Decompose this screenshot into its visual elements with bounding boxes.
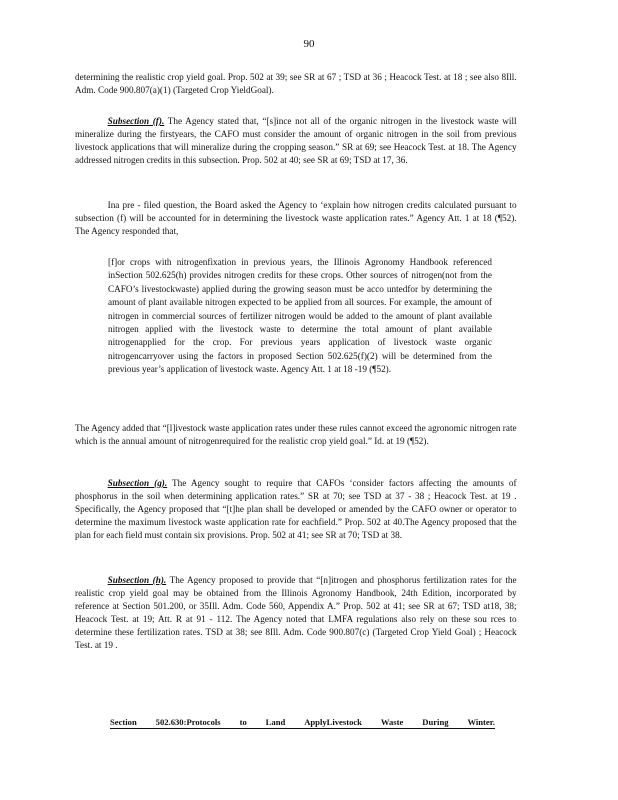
paragraph-text: determining the realistic crop yield goal. Prop. 502 at 39; see SR at 67 ; TSD at 36 ; Heacock Test. at 18 ; see also 8Ill. Adm. Code 900.807(a)(1) (Targeted Crop YieldGoal). (75, 72, 517, 96)
heading-word: ApplyLivestock (304, 717, 362, 727)
heading-word: Land (265, 717, 286, 727)
heading-word: Section (110, 717, 137, 727)
paragraph-subsection-f (75, 116, 517, 168)
subsection-g-label: Subsection (g). (107, 478, 168, 489)
paragraph-subsection-h (75, 575, 517, 652)
paragraph-text: Ina pre - filed question, the Board asked the Agency to ‘explain how nitrogen credits calculated pursuant to subsection (f) will be accounted for in determining the livestock waste application rates.” Agency Att. 1 at 18 (¶52). The Agency responded that, (75, 200, 517, 237)
paragraph-text: The Agency stated that, “[s]ince not all of the organic nitrogen in the livestock waste will mineralize during the firstyears, the CAFO must consider the amount of organic nitrogen in the soil from previous livestock applications that will mineralize during the cropping season.” SR at 69; see Heacock Test. at 18. The Agency addressed nitrogen credits in this subsection. Prop. 502 at 40; see SR at 69; TSD at 17, 36. (75, 116, 517, 166)
heading-word: Winter. (467, 717, 495, 727)
heading-word: During (422, 717, 449, 727)
paragraph-text: The Agency sought to require that CAFOs ‘consider factors affecting the amounts of phosphorus in the soil when determining application rates.” SR at 70; see TSD at 37 - 38 ; Heacock Test. at 19 . Specifically, the Agency proposed that “[t]he plan shall be developed or amended by the CAFO owner or operator to determine the maximum livestock waste application rate for eachfield.” Prop. 502 at 40.The Agency proposed that the plan for each field must contain six provisions. Prop. 502 at 41; see SR at 70; TSD at 38. (75, 478, 517, 541)
subsection-f-label: Subsection (f). (107, 116, 165, 127)
quote-text: [f]or crops with nitrogenfixation in previous years, the Illinois Agronomy Handbook referenced inSection 502.625(h) provides nitrogen credits for these crops. Other sources of nitrogen(not from the CAFO’s livestockwaste) applied during the growing season must be acco untedfor by determining the amount of plant available nitrogen expected to be applied from all sources. For example, the amount of nitrogen in commercial sources of fertilizer nitrogen would be added to the amount of plant available nitrogen applied with the livestock waste to determine the total amount of plant available nitrogenapplied for the crop. For previous years application of livestock waste organic nitrogencarryover using the factors in proposed Section 502.625(f)(2) will be determined from the previous year’s application of livestock waste. Agency Att. 1 at 18 -19 (¶52). (108, 257, 492, 376)
page-number: 90 (303, 38, 315, 50)
heading-word: Waste (380, 717, 404, 727)
block-quote-agency-response (108, 256, 492, 377)
paragraph-prefiled-question (75, 200, 517, 239)
paragraph-text: The Agency added that “[l]ivestock waste application rates under these rules cannot exceed the agronomic nitrogen rate which is the annual amount of nitrogenrequired for the realistic crop yield goal.” Id. at 19 (¶52). (75, 423, 517, 447)
heading-word: 502.630:Protocols (155, 717, 221, 727)
subsection-h-label: Subsection (h). (107, 575, 167, 586)
paragraph-text: The Agency proposed to provide that “[n]itrogen and phosphorus fertilization rates for the realistic crop yield goal may be obtained from the Illinois Agronomy Handbook, 24th Edition, incorporated by reference at Section 501.200, or 35Ill. Adm. Code 560, Appendix A.” Prop. 502 at 41; see SR at 67; TSD at18, 38; Heacock Test. at 19; Att. R at 91 - 112. The Agency noted that LMFA regulations also rely on these sou rces to determine these fertilization rates. TSD at 38; see 8Ill. Adm. Code 900.807(c) (Targeted Crop Yield Goal) ; Heacock Test. at 19 . (75, 575, 517, 651)
heading-word: to (239, 717, 247, 727)
paragraph-subsection-g (75, 478, 517, 543)
section-heading-502-630 (110, 717, 495, 729)
paragraph-crop-yield-goal (75, 72, 517, 98)
paragraph-application-rates (75, 423, 517, 449)
